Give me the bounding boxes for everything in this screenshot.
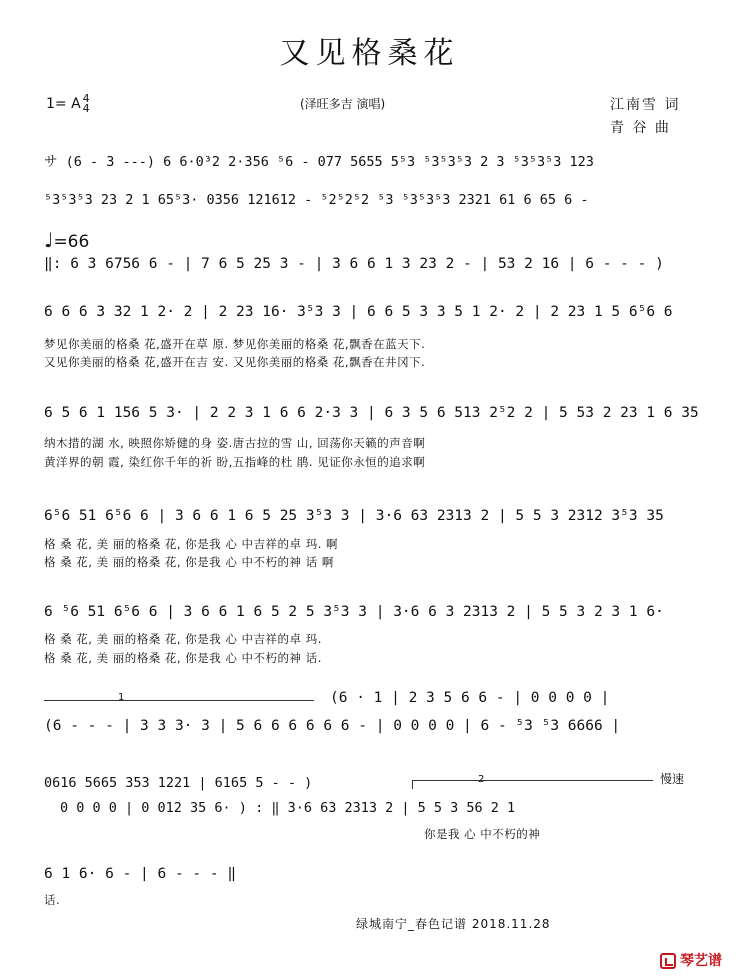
lyric-line-7a: 格 桑 花, 美 丽的格桑 花, 你是我 心 中吉祥的卓 玛. bbox=[44, 632, 322, 646]
lyric-line-6a: 格 桑 花, 美 丽的格桑 花, 你是我 心 中吉祥的卓 玛. 啊 bbox=[44, 537, 339, 551]
singer-credit: (泽旺多吉 演唱) bbox=[300, 97, 386, 111]
lyric-line-11: 你是我 心 中不朽的神 bbox=[424, 827, 541, 841]
quarter-note-icon: ♩ bbox=[44, 228, 54, 252]
lyric-line-7b: 格 桑 花, 美 丽的格桑 花, 你是我 心 中不朽的神 话. bbox=[44, 651, 322, 665]
time-signature: 4 4 bbox=[82, 92, 90, 115]
notation-row-9: (6 - - - | 3 3 3· 3 | 5 6 6 6 6 6 6 - | 0 0 0 0 | 6 - ⁵3 ⁵3 6666 | bbox=[44, 718, 621, 734]
transcriber-credit: 绿城南宁_春色记谱 2018.11.28 bbox=[356, 917, 551, 931]
volta-1-number: 1 bbox=[118, 692, 125, 703]
score-title: 又见格桑花 bbox=[279, 36, 460, 71]
notation-row-4: 6 6 6 3 32 1 2· 2 | 2 23 16· 3⁵3 3 | 6 6 5 3 3 5 1 2· 2 | 2 23 1 5 6⁵6 6 bbox=[44, 304, 673, 320]
lyricist-credit: 江南雪 词 bbox=[610, 97, 681, 113]
notation-row-6: 6⁵6 51 6⁵6 6 | 3 6 6 1 6 5 25 3⁵3 3 | 3·6 63 2313 2 | 5 5 3 2312 3⁵3 35 bbox=[44, 508, 664, 524]
volta-1-line bbox=[44, 700, 314, 701]
notation-row-11: 0 0 0 0 | 0 012 35 6· ) : ‖ 3·6 63 2313 2 | 5 5 3 56 2 1 bbox=[60, 800, 516, 816]
lyric-line-4b: 又见你美丽的格桑 花,盛开在吉 安. 又见你美丽的格桑 花,飘香在井冈下. bbox=[44, 355, 426, 369]
volta-2-bracket bbox=[412, 780, 653, 789]
volta-2-number: 2 bbox=[478, 774, 485, 785]
notation-row-10: 0616 5665 353 1221 | 6165 5 - - ) bbox=[44, 775, 313, 791]
lyric-line-4a: 梦见你美丽的格桑 花,盛开在草 原. 梦见你美丽的格桑 花,飘香在蓝天下. bbox=[44, 337, 426, 351]
notation-row-2: ⁵3⁵3⁵3 23 2 1 65⁵3· 0356 121612 - ⁵2⁵2⁵2 ⁵3 ⁵3⁵3⁵3 2321 61 6 65 6 - bbox=[44, 192, 589, 208]
notation-row-8: (6 · 1 | 2 3 5 6 6 - | 0 0 0 0 | bbox=[330, 690, 610, 706]
key-label: 1= A bbox=[46, 96, 81, 112]
notation-row-5: 6 5 6 1 156 5 3· | 2 2 3 1 6 6 2·3 3 | 6 3 5 6 513 2⁵2 2 | 5 53 2 23 1 6 35 bbox=[44, 405, 699, 421]
notation-row-3: ‖: 6 3 6756 6 - | 7 6 5 25 3 - | 3 6 6 1 3 23 2 - | 53 2 16 | 6 - - - ) bbox=[44, 256, 664, 272]
composer-credit: 青 谷 曲 bbox=[610, 120, 671, 136]
site-logo: 琴艺谱 bbox=[660, 950, 722, 970]
logo-icon bbox=[660, 953, 676, 969]
lyric-line-5b: 黄洋界的朝 霞, 染红你千年的祈 盼,五指峰的杜 鹃. 见证你永恒的追求啊 bbox=[44, 455, 426, 469]
tempo-value: =66 bbox=[53, 232, 90, 252]
lyric-line-5a: 纳木措的湖 水, 映照你矫健的身 姿.唐古拉的雪 山, 回荡你天籁的声音啊 bbox=[44, 436, 426, 450]
lyric-line-12: 话. bbox=[44, 893, 61, 907]
tempo-marking bbox=[44, 228, 89, 252]
notation-row-1: サ (6 - 3 ---) 6 6·0³2 2·356 ⁵6 - 077 5655 5⁵3 ⁵3⁵3⁵3 2 3 ⁵3⁵3⁵3 123 bbox=[44, 154, 594, 170]
notation-row-7: 6 ⁵6 51 6⁵6 6 | 3 6 6 1 6 5 2 5 3⁵3 3 | 3·6 6 3 2313 2 | 5 5 3 2 3 1 6· bbox=[44, 604, 664, 620]
slow-tempo-marking: 慢速 bbox=[660, 772, 685, 786]
key-signature bbox=[46, 94, 90, 114]
notation-row-12: 6 1 6· 6 - | 6 - - - ‖ bbox=[44, 866, 237, 882]
lyric-line-6b: 格 桑 花, 美 丽的格桑 花, 你是我 心 中不朽的神 话 啊 bbox=[44, 555, 334, 569]
